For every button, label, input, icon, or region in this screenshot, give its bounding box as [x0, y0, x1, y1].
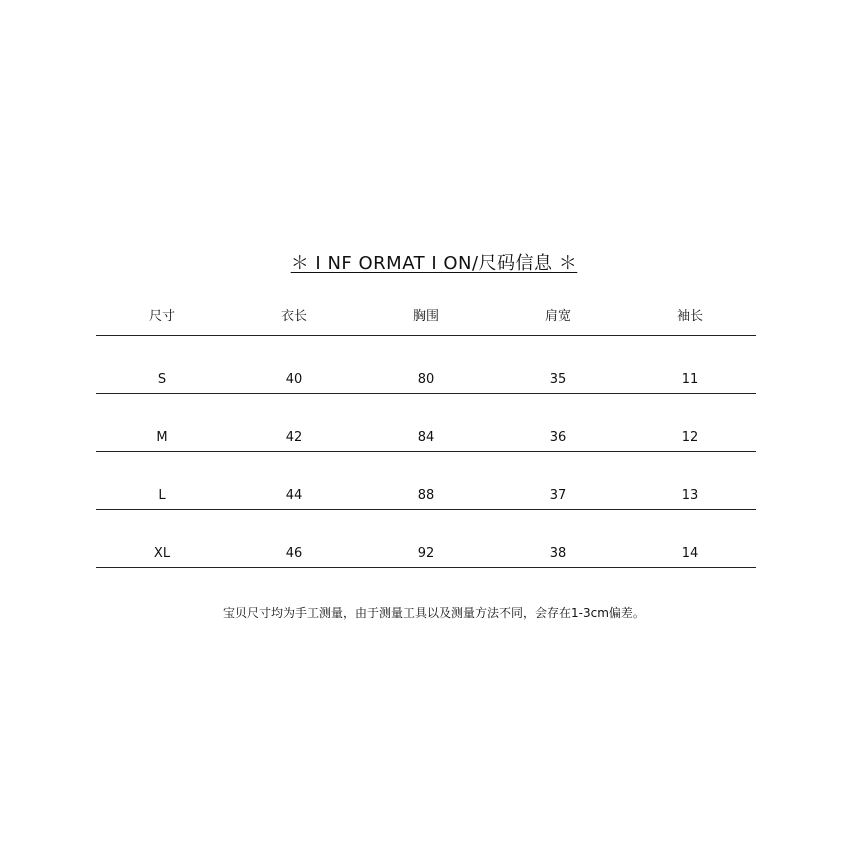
header-chest: 胸围 — [412, 309, 439, 324]
cell-chest: 88 — [417, 488, 435, 503]
measurement-note: 宝贝尺寸均为手工测量，由于测量工具以及测量方法不同，会存在1-3cm偏差。 — [223, 606, 645, 620]
cell-shoulder: 38 — [549, 546, 567, 561]
page-title-text: ＊ I NF ORMAT I ON/尺码信息 ＊ — [290, 253, 578, 274]
table-row — [96, 394, 756, 452]
table-header-row — [96, 308, 756, 336]
cell-sleeve: 11 — [681, 372, 699, 387]
cell-size: M — [156, 430, 168, 445]
cell-sleeve: 13 — [681, 488, 699, 503]
header-sleeve: 袖长 — [676, 309, 703, 324]
size-table — [96, 308, 756, 568]
table-row — [96, 510, 756, 568]
cell-sleeve: 14 — [681, 546, 699, 561]
cell-chest: 92 — [417, 546, 435, 561]
cell-size: L — [158, 488, 166, 503]
header-size: 尺寸 — [148, 309, 175, 324]
header-length: 衣长 — [280, 309, 307, 324]
cell-chest: 80 — [417, 372, 435, 387]
cell-sleeve: 12 — [681, 430, 699, 445]
table-row — [96, 452, 756, 510]
table-row — [96, 336, 756, 394]
cell-shoulder: 36 — [549, 430, 567, 445]
cell-length: 44 — [285, 488, 303, 503]
cell-chest: 84 — [417, 430, 435, 445]
cell-length: 42 — [285, 430, 303, 445]
cell-length: 40 — [285, 372, 303, 387]
page-title — [0, 252, 868, 276]
header-shoulder: 肩宽 — [544, 309, 571, 324]
cell-shoulder: 37 — [549, 488, 567, 503]
cell-size: XL — [153, 546, 171, 561]
cell-length: 46 — [285, 546, 303, 561]
cell-shoulder: 35 — [549, 372, 567, 387]
cell-size: S — [157, 372, 167, 387]
